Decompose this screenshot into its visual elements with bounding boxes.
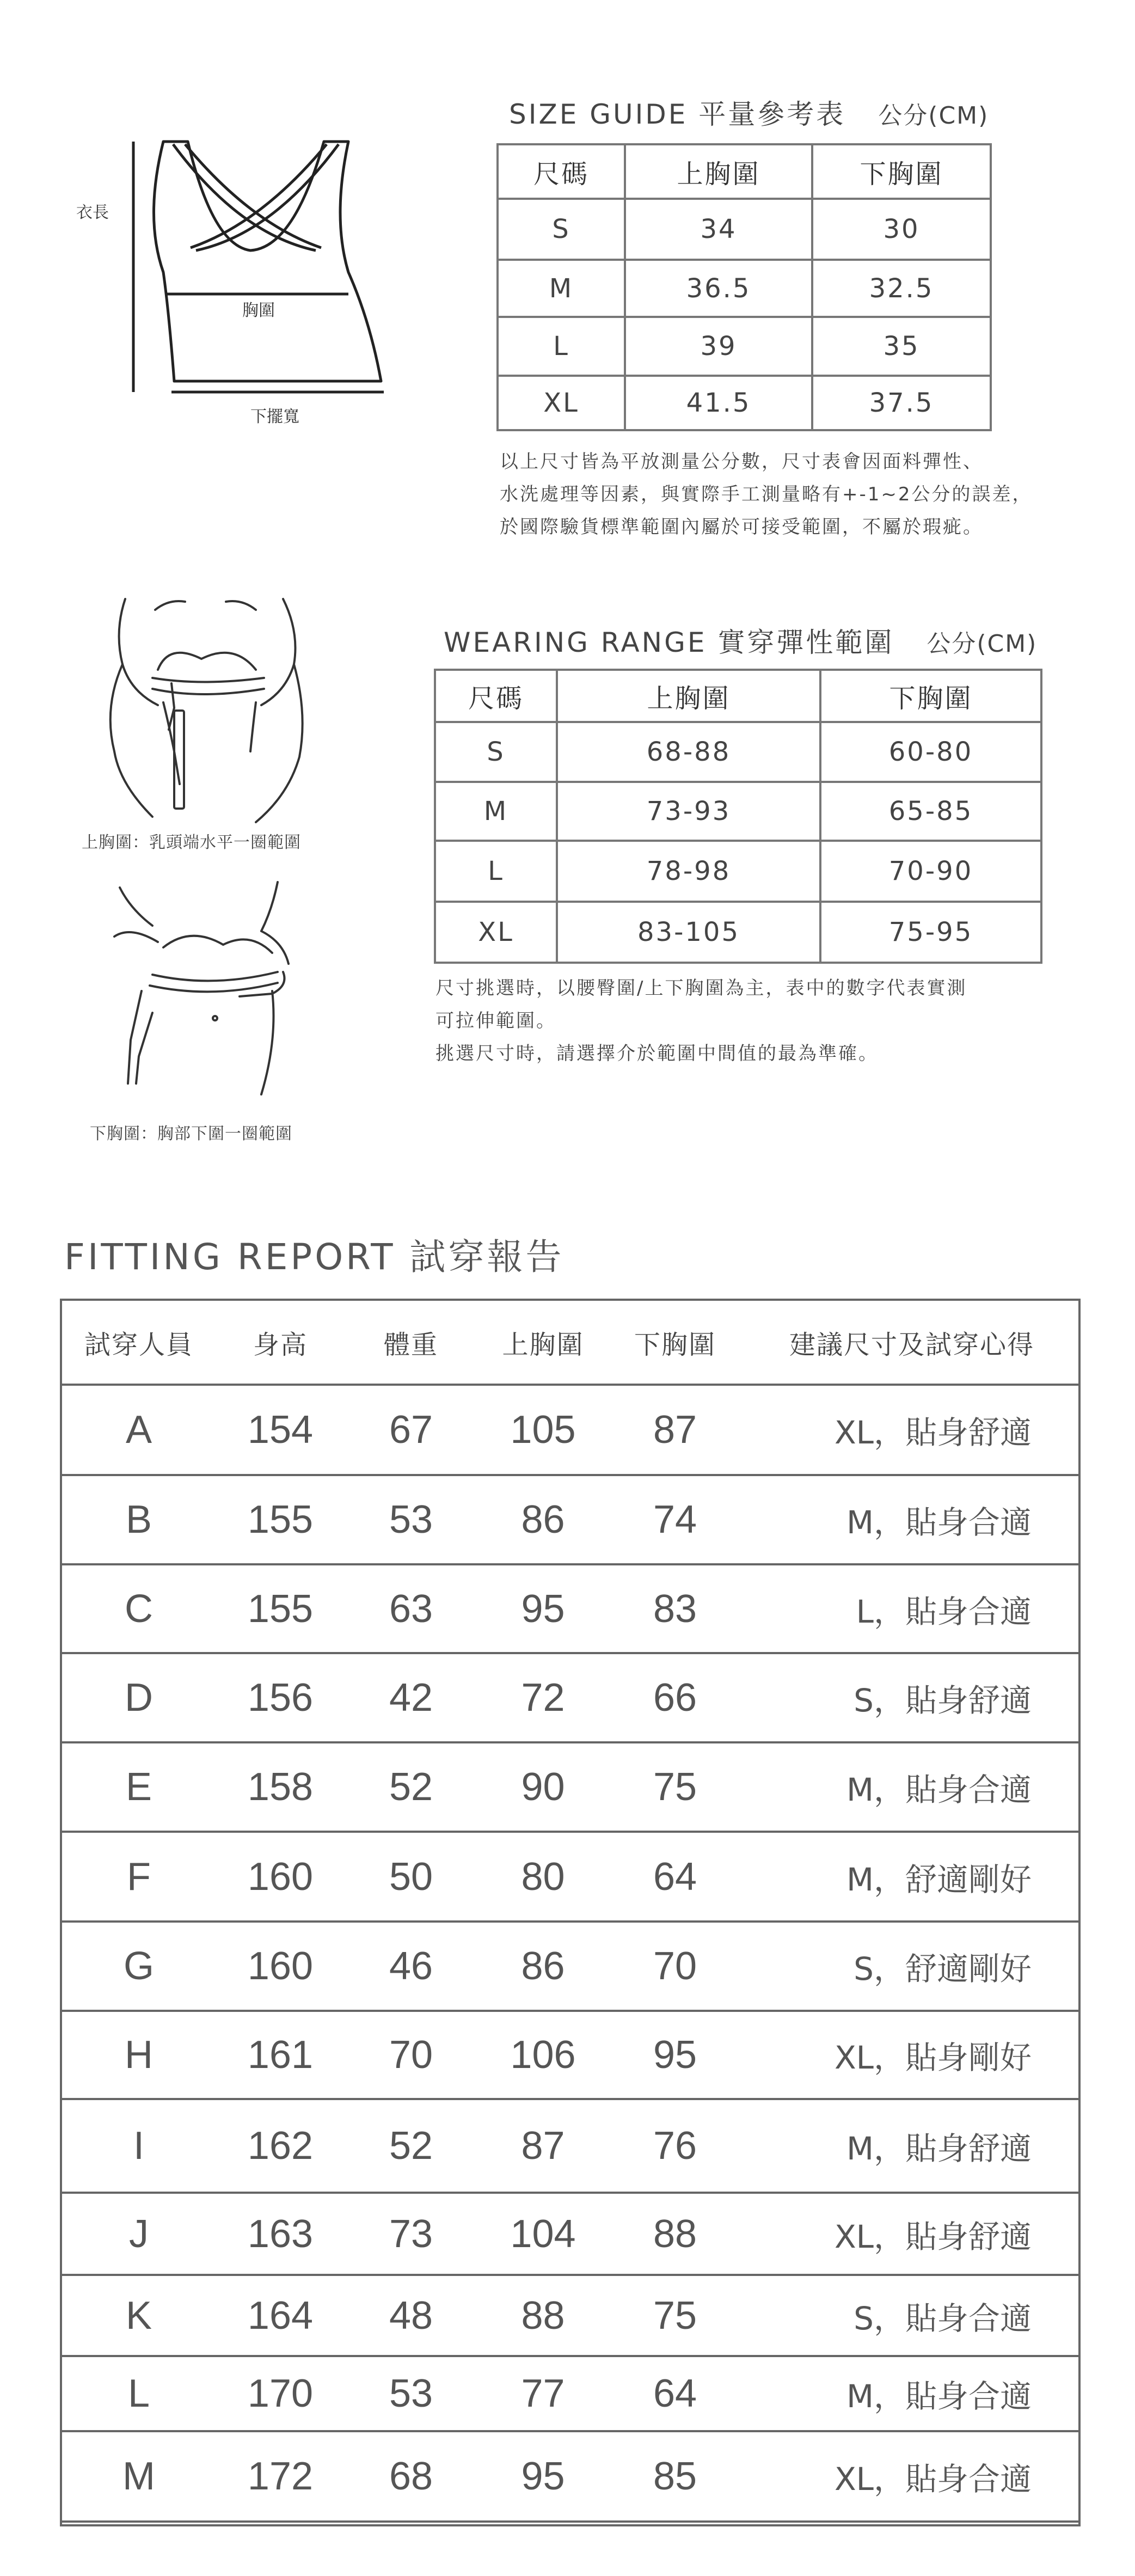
cell: 68-88 xyxy=(557,722,820,782)
lower-chest-value: 64 xyxy=(607,2356,743,2431)
table-row xyxy=(60,2431,1081,2522)
cell: 41.5 xyxy=(625,376,812,430)
table-row xyxy=(435,902,1041,963)
upper-chest-value: 72 xyxy=(479,1653,607,1742)
cell: S xyxy=(498,199,625,260)
lower-chest-value: 85 xyxy=(607,2431,743,2522)
lower-chest-value: 66 xyxy=(607,1653,743,1742)
col-tester: 試穿人員 xyxy=(60,1300,218,1385)
height-value: 164 xyxy=(218,2275,343,2356)
tester-id: M xyxy=(60,2431,218,2522)
col-lower-chest: 下胸圍 xyxy=(607,1300,743,1385)
lower-chest-value: 87 xyxy=(607,1385,743,1475)
weight-value: 67 xyxy=(343,1385,479,1475)
weight-value: 52 xyxy=(343,1742,479,1832)
weight-value: 68 xyxy=(343,2431,479,2522)
col-height: 身高 xyxy=(218,1300,343,1385)
upper-chest-value: 86 xyxy=(479,1475,607,1564)
cell: 30 xyxy=(812,199,991,260)
weight-value: 50 xyxy=(343,1832,479,1922)
label-chest: 胸圍 xyxy=(242,301,275,320)
recommendation-text: M，貼身合適 xyxy=(743,1742,1081,1832)
tester-id: L xyxy=(60,2356,218,2431)
size-guide-table xyxy=(496,143,992,431)
lower-chest-value: 70 xyxy=(607,1922,743,2011)
cell: M xyxy=(498,260,625,317)
fitting-report-title: FITTING REPORT 試穿報告 xyxy=(64,1236,565,1278)
cell: 39 xyxy=(625,317,812,376)
weight-value: 53 xyxy=(343,2356,479,2431)
weight-value: 70 xyxy=(343,2011,479,2099)
cell: L xyxy=(435,841,557,902)
tester-id: K xyxy=(60,2275,218,2356)
lower-chest-value: 75 xyxy=(607,2275,743,2356)
upper-chest-value: 87 xyxy=(479,2099,607,2193)
recommendation-text: S，貼身舒適 xyxy=(743,1653,1081,1742)
upper-chest-value: 90 xyxy=(479,1742,607,1832)
size-guide-unit: 公分(CM) xyxy=(878,102,989,130)
table-row xyxy=(435,722,1041,782)
tester-id: E xyxy=(60,1742,218,1832)
col-size: 尺碼 xyxy=(498,144,625,199)
height-value: 163 xyxy=(218,2193,343,2275)
recommendation-text: M，貼身合適 xyxy=(743,1475,1081,1564)
col-lower: 下胸圍 xyxy=(820,670,1041,722)
table-row xyxy=(60,1475,1081,1564)
cell: 83-105 xyxy=(557,902,820,963)
lower-chest-value: 74 xyxy=(607,1475,743,1564)
table-row xyxy=(498,317,991,376)
weight-value: 48 xyxy=(343,2275,479,2356)
tester-id: A xyxy=(60,1385,218,1475)
weight-value: 46 xyxy=(343,1922,479,2011)
height-value: 155 xyxy=(218,1564,343,1653)
recommendation-text: M，舒適剛好 xyxy=(743,1832,1081,1922)
note-line: 水洗處理等因素，與實際手工測量略有+-1~2公分的誤差， xyxy=(500,484,1033,505)
lower-chest-illustration xyxy=(98,877,316,1116)
recommendation-text: M，貼身舒適 xyxy=(743,2099,1081,2193)
recommendation-text: XL，貼身舒適 xyxy=(743,1385,1081,1475)
tester-id: H xyxy=(60,2011,218,2099)
cell: 37.5 xyxy=(812,376,991,430)
upper-chest-illustration xyxy=(93,588,321,828)
tester-id: I xyxy=(60,2099,218,2193)
cell: 75-95 xyxy=(820,902,1041,963)
table-row xyxy=(60,1653,1081,1742)
table-row xyxy=(60,2011,1081,2099)
lower-chest-value: 75 xyxy=(607,1742,743,1832)
table-row xyxy=(60,1564,1081,1653)
weight-value: 42 xyxy=(343,1653,479,1742)
caption-lower: 下胸圍：胸部下圍一圈範圍 xyxy=(90,1124,292,1143)
cell: 34 xyxy=(625,199,812,260)
recommendation-text: L，貼身合適 xyxy=(743,1564,1081,1653)
cell: 32.5 xyxy=(812,260,991,317)
wearing-range-heading: WEARING RANGE 實穿彈性範圍 xyxy=(444,627,894,658)
table-row xyxy=(60,2099,1081,2193)
height-value: 156 xyxy=(218,1653,343,1742)
weight-value: 73 xyxy=(343,2193,479,2275)
label-length: 衣長 xyxy=(76,203,109,222)
table-row xyxy=(435,782,1041,841)
col-upper: 上胸圍 xyxy=(625,144,812,199)
fitting-report-table xyxy=(60,1299,1081,2523)
tester-id: G xyxy=(60,1922,218,2011)
tester-id: B xyxy=(60,1475,218,1564)
cell: XL xyxy=(498,376,625,430)
table-row xyxy=(60,1832,1081,1922)
wearing-range-notes xyxy=(435,972,967,1070)
size-guide-title xyxy=(509,93,989,132)
cell: XL xyxy=(435,902,557,963)
wearing-range-title xyxy=(444,621,1037,660)
cell: S xyxy=(435,722,557,782)
table-row xyxy=(498,260,991,317)
fitting-report-body xyxy=(60,1385,1081,2522)
recommendation-text: XL，貼身合適 xyxy=(743,2431,1081,2522)
height-value: 172 xyxy=(218,2431,343,2522)
upper-chest-value: 105 xyxy=(479,1385,607,1475)
tester-id: C xyxy=(60,1564,218,1653)
lower-chest-value: 95 xyxy=(607,2011,743,2099)
weight-value: 63 xyxy=(343,1564,479,1653)
table-row xyxy=(60,1385,1081,1475)
lower-chest-value: 76 xyxy=(607,2099,743,2193)
upper-chest-value: 106 xyxy=(479,2011,607,2099)
lower-chest-value: 64 xyxy=(607,1832,743,1922)
cell: 65-85 xyxy=(820,782,1041,841)
note-line: 可拉伸範圍。 xyxy=(435,1010,556,1032)
cell: 70-90 xyxy=(820,841,1041,902)
cell: 78-98 xyxy=(557,841,820,902)
note-line: 以上尺寸皆為平放測量公分數，尺寸表會因面料彈性、 xyxy=(500,451,983,473)
upper-chest-value: 104 xyxy=(479,2193,607,2275)
col-lower: 下胸圍 xyxy=(812,144,991,199)
table-row xyxy=(60,2356,1081,2431)
height-value: 160 xyxy=(218,1922,343,2011)
wearing-range-unit: 公分(CM) xyxy=(927,630,1038,658)
table-row xyxy=(60,1922,1081,2011)
height-value: 170 xyxy=(218,2356,343,2431)
height-value: 154 xyxy=(218,1385,343,1475)
col-upper-chest: 上胸圍 xyxy=(479,1300,607,1385)
label-hem: 下擺寬 xyxy=(250,407,299,426)
tester-id: F xyxy=(60,1832,218,1922)
caption-upper: 上胸圍：乳頭端水平一圈範圍 xyxy=(82,833,301,852)
table-row xyxy=(60,2193,1081,2275)
upper-chest-value: 86 xyxy=(479,1922,607,2011)
recommendation-text: XL，貼身舒適 xyxy=(743,2193,1081,2275)
cell: 36.5 xyxy=(625,260,812,317)
tester-id: J xyxy=(60,2193,218,2275)
table-row xyxy=(498,376,991,430)
table-row xyxy=(60,2275,1081,2356)
cell: 73-93 xyxy=(557,782,820,841)
note-line: 挑選尺寸時，請選擇介於範圍中間值的最為準確。 xyxy=(435,1043,879,1064)
size-guide-heading: SIZE GUIDE 平量參考表 xyxy=(509,99,846,130)
height-value: 158 xyxy=(218,1742,343,1832)
lower-chest-value: 83 xyxy=(607,1564,743,1653)
cell: 60-80 xyxy=(820,722,1041,782)
wearing-range-table xyxy=(434,669,1042,964)
height-value: 155 xyxy=(218,1475,343,1564)
col-upper: 上胸圍 xyxy=(557,670,820,722)
note-line: 尺寸挑選時，以腰臀圍/上下胸圍為主，表中的數字代表實測 xyxy=(435,977,967,999)
lower-chest-value: 88 xyxy=(607,2193,743,2275)
upper-chest-value: 80 xyxy=(479,1832,607,1922)
weight-value: 52 xyxy=(343,2099,479,2193)
size-guide-notes xyxy=(500,445,1033,543)
height-value: 161 xyxy=(218,2011,343,2099)
upper-chest-value: 95 xyxy=(479,2431,607,2522)
table-row xyxy=(498,199,991,260)
recommendation-text: S，貼身合適 xyxy=(743,2275,1081,2356)
recommendation-text: M，貼身合適 xyxy=(743,2356,1081,2431)
col-weight: 體重 xyxy=(343,1300,479,1385)
tester-id: D xyxy=(60,1653,218,1742)
note-line: 於國際驗貨標準範圍內屬於可接受範圍，不屬於瑕疵。 xyxy=(500,516,983,538)
cell: 35 xyxy=(812,317,991,376)
height-value: 162 xyxy=(218,2099,343,2193)
weight-value: 53 xyxy=(343,1475,479,1564)
col-recommendation: 建議尺寸及試穿心得 xyxy=(743,1300,1081,1385)
height-value: 160 xyxy=(218,1832,343,1922)
cell: M xyxy=(435,782,557,841)
bra-flat-diagram xyxy=(76,125,425,430)
table-row xyxy=(60,1742,1081,1832)
recommendation-text: XL，貼身剛好 xyxy=(743,2011,1081,2099)
upper-chest-value: 88 xyxy=(479,2275,607,2356)
table-row xyxy=(435,841,1041,902)
cell: L xyxy=(498,317,625,376)
col-size: 尺碼 xyxy=(435,670,557,722)
upper-chest-value: 95 xyxy=(479,1564,607,1653)
recommendation-text: S，舒適剛好 xyxy=(743,1922,1081,2011)
upper-chest-value: 77 xyxy=(479,2356,607,2431)
